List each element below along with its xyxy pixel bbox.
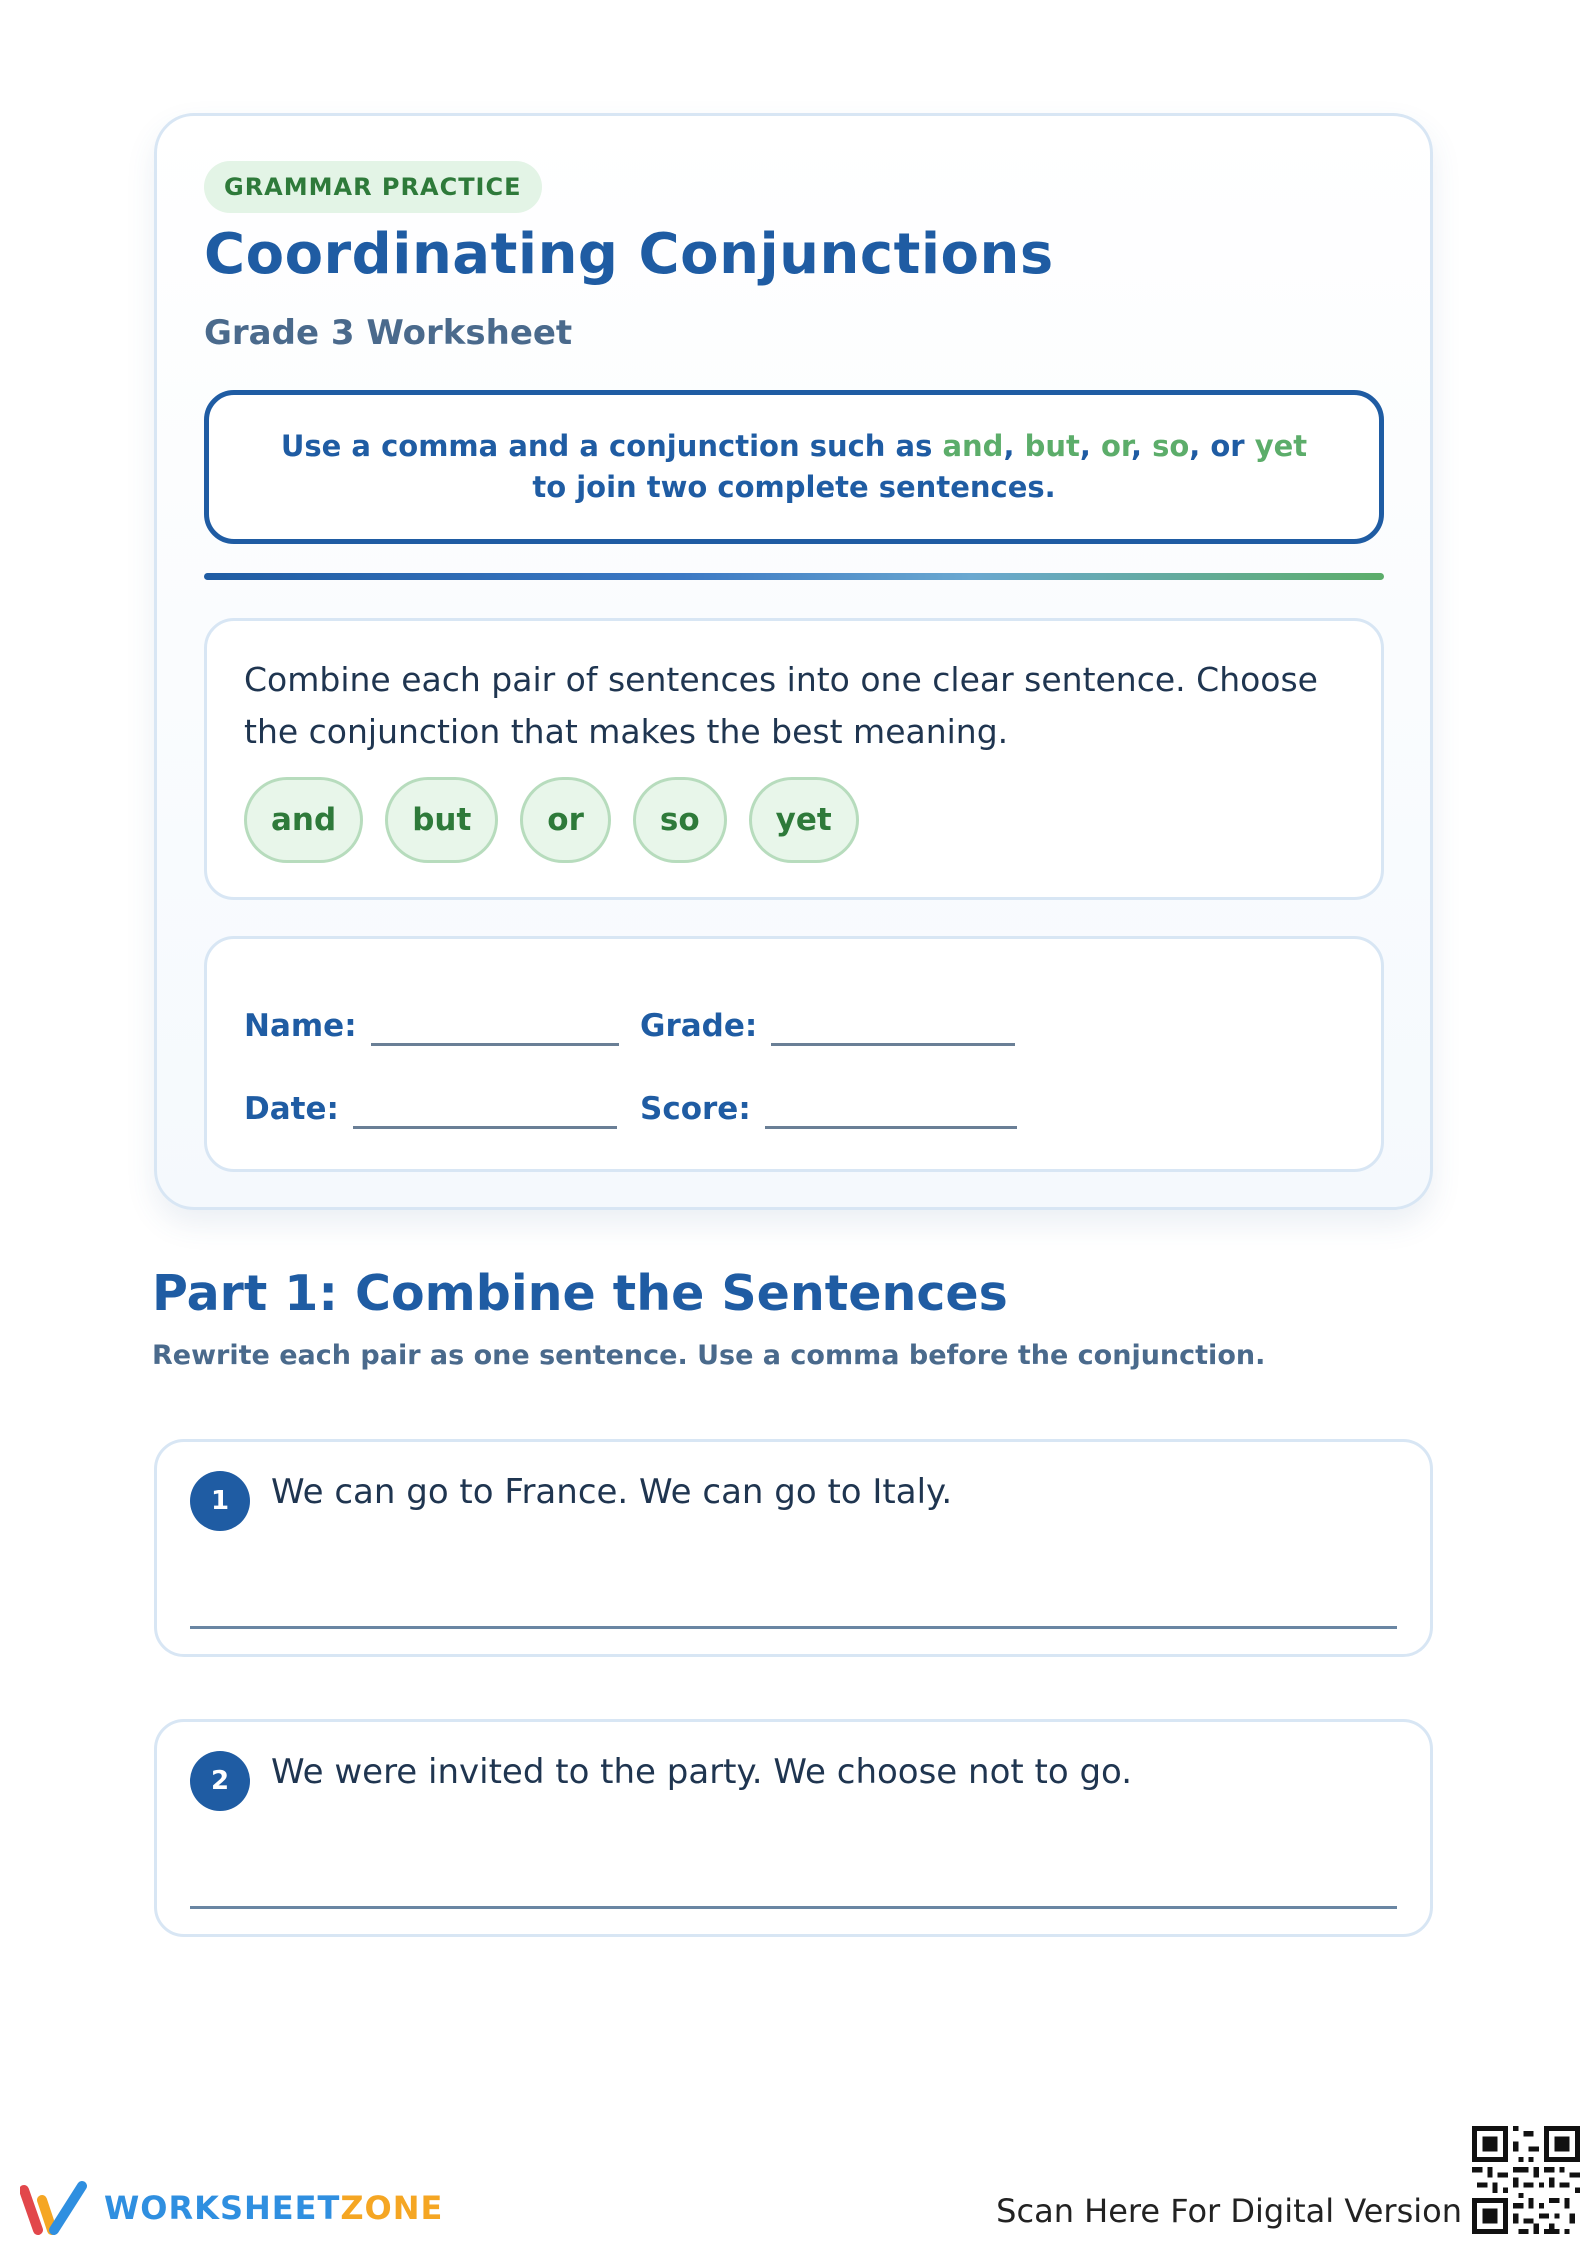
date-input-line[interactable] — [353, 1099, 617, 1129]
score-label: Score: — [640, 1091, 751, 1127]
grade-field — [640, 1006, 1015, 1046]
rule-conjunction-yet: yet — [1254, 429, 1308, 463]
score-input-line[interactable] — [765, 1099, 1017, 1129]
chip-and: and — [244, 777, 363, 863]
date-label: Date: — [244, 1091, 339, 1127]
page-title: Coordinating Conjunctions — [204, 222, 1054, 287]
rule-text-part: Use a comma and a conjunction such as — [280, 429, 943, 463]
question-card — [154, 1439, 1433, 1657]
question-number: 1 — [190, 1471, 250, 1531]
instruction-text: Combine each pair of sentences into one clear sentence. Choose the conjunction that makes the best meaning. — [244, 660, 1318, 751]
rule-text-part: to join two complete sentences. — [532, 470, 1056, 504]
name-field — [244, 1006, 619, 1046]
answer-line[interactable] — [190, 1626, 1397, 1629]
score-field — [640, 1089, 1017, 1129]
qr-code-icon[interactable] — [1472, 2126, 1580, 2234]
rule-conjunction-and: and — [942, 429, 1004, 463]
rule-separator: , — [1130, 429, 1153, 463]
name-label: Name: — [244, 1008, 357, 1044]
page-subtitle: Grade 3 Worksheet — [204, 313, 573, 353]
question-card — [154, 1719, 1433, 1937]
date-field — [244, 1089, 617, 1129]
student-info-box — [204, 936, 1384, 1172]
logo-mark-icon — [20, 2180, 90, 2236]
question-number: 2 — [190, 1751, 250, 1811]
rule-separator: , — [1079, 429, 1101, 463]
logo-text-worksheet: WORKSHEET — [104, 2189, 341, 2227]
grade-input-line[interactable] — [771, 1016, 1015, 1046]
chip-but: but — [385, 777, 498, 863]
chip-or: or — [520, 777, 611, 863]
grade-label: Grade: — [640, 1008, 758, 1044]
rule-text — [269, 426, 1319, 508]
rule-conjunction-but: but — [1024, 429, 1080, 463]
answer-line[interactable] — [190, 1906, 1397, 1909]
name-input-line[interactable] — [371, 1016, 619, 1046]
chip-yet: yet — [749, 777, 859, 863]
category-badge: GRAMMAR PRACTICE — [204, 161, 542, 213]
section-subtitle: Rewrite each pair as one sentence. Use a comma before the conjunction. — [152, 1340, 1266, 1371]
logo-text — [104, 2189, 443, 2227]
scan-caption: Scan Here For Digital Version — [996, 2192, 1462, 2230]
rule-box — [204, 390, 1384, 544]
rule-conjunction-so: so — [1152, 429, 1190, 463]
worksheetzone-logo — [20, 2180, 443, 2236]
section-title: Part 1: Combine the Sentences — [152, 1265, 1008, 1322]
question-text: We can go to France. We can go to Italy. — [271, 1472, 953, 1512]
chip-so: so — [633, 777, 727, 863]
rule-separator: , — [1003, 429, 1025, 463]
question-text: We were invited to the party. We choose not to go. — [271, 1752, 1133, 1792]
rule-conjunction-or: or — [1100, 429, 1131, 463]
conjunction-chip-row — [244, 777, 859, 863]
logo-text-zone: ZONE — [340, 2189, 444, 2227]
gradient-divider — [204, 573, 1384, 580]
rule-separator: , or — [1189, 429, 1255, 463]
